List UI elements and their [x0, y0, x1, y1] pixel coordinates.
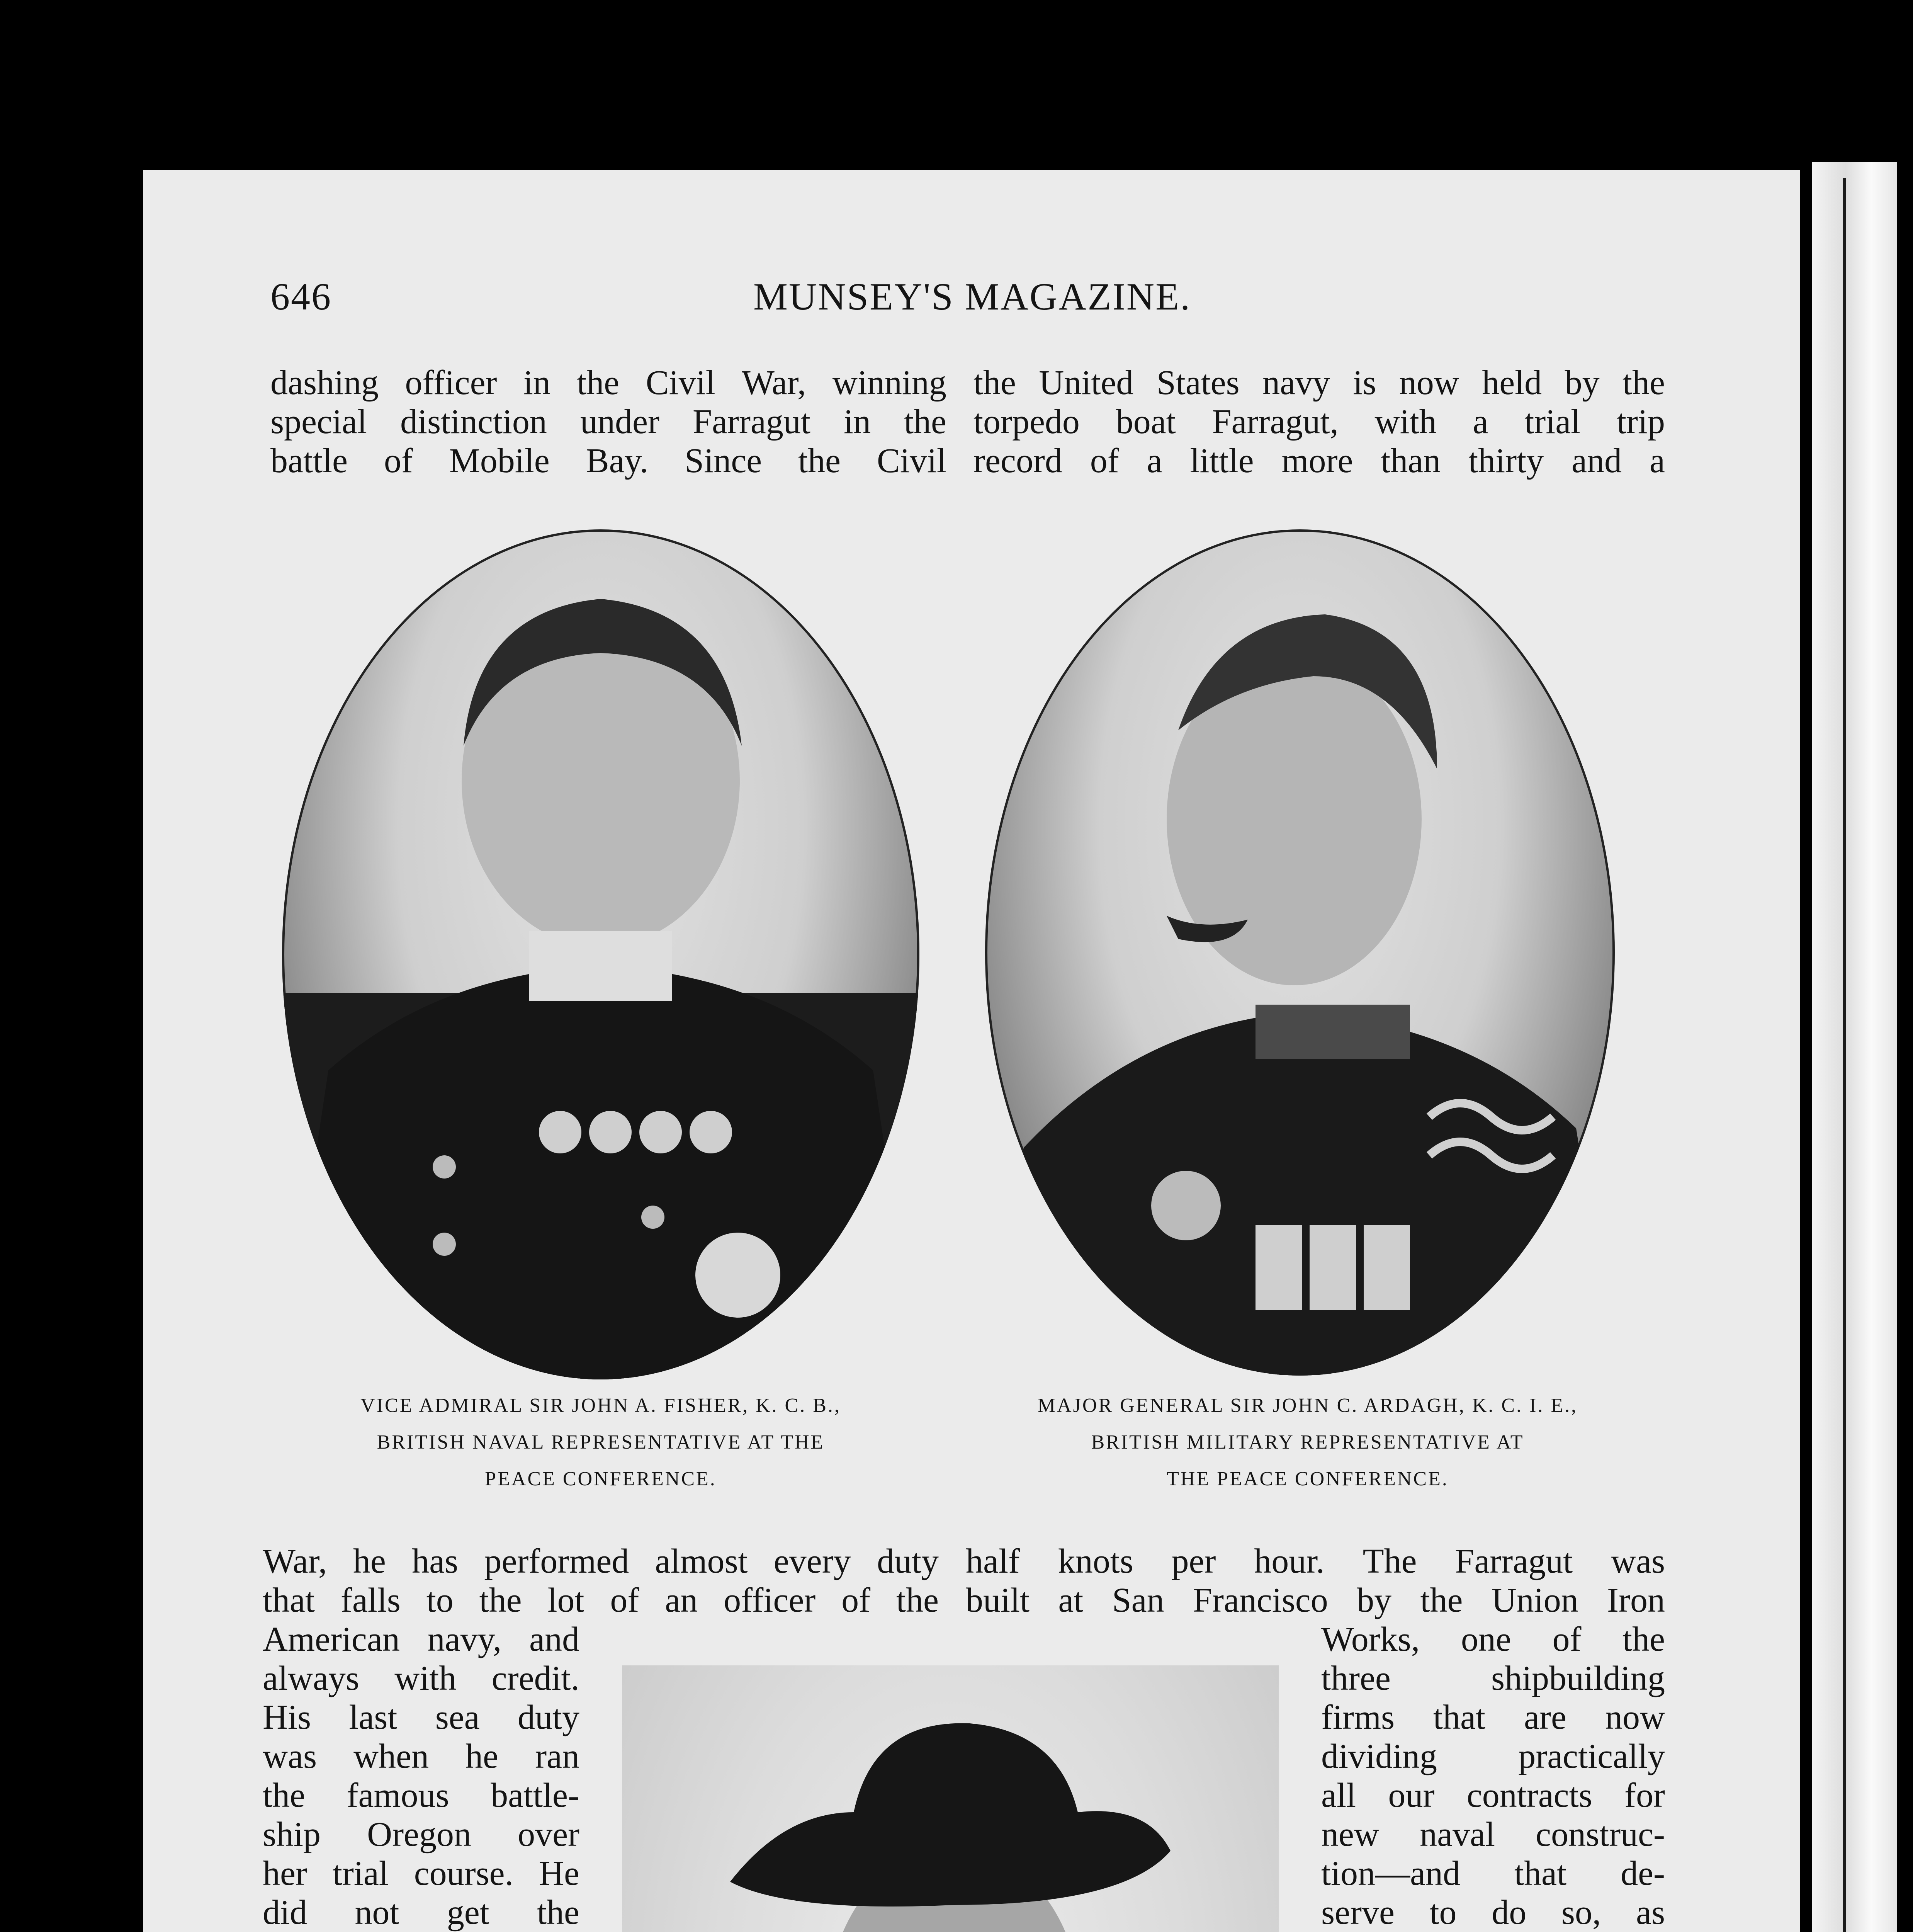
- text-line: did not get the: [263, 1893, 579, 1932]
- text-line: dashing officer in the Civil War, winning: [270, 364, 946, 402]
- text-line: His last sea duty: [263, 1698, 579, 1736]
- caption-line: BRITISH MILITARY REPRESENTATIVE AT: [1091, 1431, 1524, 1453]
- text-line: her trial course. He: [263, 1854, 579, 1893]
- portrait-sumner: [622, 1665, 1279, 1932]
- text-line: built at San Francisco by the Union Iron: [966, 1581, 1665, 1619]
- text-line: dividing practically: [1321, 1737, 1665, 1776]
- text-line: new naval construc-: [1321, 1815, 1665, 1854]
- text-line: special distinction under Farragut in the: [270, 403, 946, 441]
- text-line: tion—and that de-: [1321, 1854, 1665, 1893]
- text-line: always with credit.: [263, 1659, 579, 1697]
- text-line: half knots per hour. The Farragut was: [966, 1542, 1665, 1580]
- text-line: torpedo boat Farragut, with a trial trip: [973, 403, 1665, 441]
- portrait-sumner-figure: [622, 1665, 1279, 1932]
- portrait-fisher-figure: [282, 529, 919, 1379]
- portrait-ardagh: [985, 529, 1615, 1376]
- text-line: that falls to the lot of an officer of the: [263, 1581, 939, 1619]
- gutter-edge: [1843, 178, 1846, 1932]
- caption-line: PEACE CONFERENCE.: [485, 1468, 717, 1490]
- text-line: the famous battle-: [263, 1776, 579, 1815]
- text-line: War, he has performed almost every duty: [263, 1542, 939, 1580]
- text-line: American navy, and: [263, 1620, 579, 1658]
- text-line: battle of Mobile Bay. Since the Civil: [270, 442, 946, 480]
- portrait-ardagh-figure: [985, 529, 1615, 1376]
- caption-line: BRITISH NAVAL REPRESENTATIVE AT THE: [377, 1431, 825, 1453]
- text-line: firms that are now: [1321, 1698, 1665, 1736]
- text-line: all our contracts for: [1321, 1776, 1665, 1815]
- text-line: the United States navy is now held by the: [973, 364, 1665, 402]
- text-line: ship Oregon over: [263, 1815, 579, 1854]
- magazine-page: [143, 170, 1800, 1932]
- page-number: 646: [270, 275, 332, 318]
- text-line: three shipbuilding: [1321, 1659, 1665, 1697]
- caption-line: VICE ADMIRAL SIR JOHN A. FISHER, K. C. B.,: [360, 1395, 841, 1417]
- running-title: MUNSEY'S MAGAZINE.: [753, 275, 1191, 318]
- text-line: record of a little more than thirty and a: [973, 442, 1665, 480]
- text-line: Works, one of the: [1321, 1620, 1665, 1658]
- text-line: was when he ran: [263, 1737, 579, 1776]
- caption-line: THE PEACE CONFERENCE.: [1167, 1468, 1449, 1490]
- caption-line: MAJOR GENERAL SIR JOHN C. ARDAGH, K. C. I. E.,: [1037, 1395, 1578, 1417]
- book-gutter: [1812, 162, 1897, 1932]
- portrait-fisher: [282, 529, 919, 1379]
- text-line: serve to do so, as: [1321, 1893, 1665, 1932]
